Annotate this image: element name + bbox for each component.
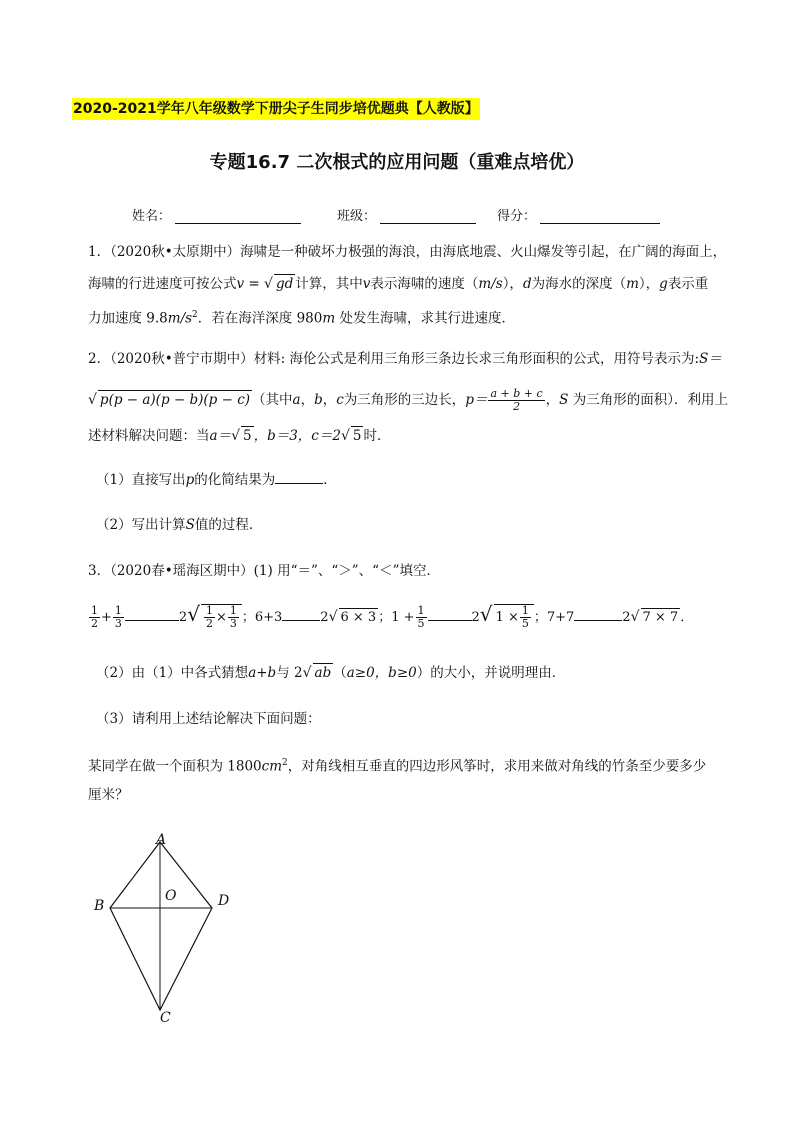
class-field [337, 205, 476, 224]
answer-blank [275, 470, 323, 484]
radicand: 6 × 3 [340, 610, 377, 625]
frac-numerator: 1 [417, 604, 425, 617]
compare-blank [574, 607, 622, 621]
page-title: 专题16.7 二次根式的应用问题（重难点培优） [209, 152, 585, 173]
q1-text: ．若在海洋深度 980 [197, 310, 323, 327]
radicand-box [494, 604, 534, 630]
condition-b: b≥0 [388, 665, 417, 681]
var-v: v [362, 276, 371, 292]
var-c: c [336, 392, 344, 408]
unit: m [626, 276, 639, 292]
formula-var: v [236, 276, 245, 292]
separator: ； [378, 610, 392, 625]
expr: 7+7 [546, 610, 575, 625]
a-value: a＝ [209, 428, 232, 444]
radicand: 5 [242, 428, 252, 444]
label-d: D [218, 893, 230, 909]
name-label: 姓名： [132, 209, 172, 224]
series-banner: 2020-2021学年八年级数学下册尖子生同步培优题典【人教版】 [72, 98, 480, 120]
q1-line1 [88, 243, 726, 261]
q2-text: 时． [363, 428, 391, 444]
q3-text: ，对角线相互垂直的四边形风筝时，求用来做对角线的竹条至少要多少 [287, 758, 707, 775]
q1-text: ）， [638, 276, 660, 292]
q1-text: 表示海啸的速度（ [370, 276, 479, 292]
unit: m/s [478, 276, 503, 292]
q2-line1 [88, 350, 722, 368]
formula-s: S＝ [699, 351, 722, 367]
q1-text: （2020秋•太原期中）海啸是一种破坏力极强的海浪，由海底地震、火山爆发等引起，在广阔的海面上， [110, 244, 727, 260]
frac-numerator: a + b + c [490, 387, 543, 400]
superscript: 2 [192, 310, 198, 320]
q3-text: 与 2 [276, 665, 303, 681]
var-s: S [185, 517, 195, 533]
coefficient: 2 [178, 610, 188, 625]
sqrt-sign: √ [340, 428, 350, 444]
q1-text: ）， [502, 276, 523, 292]
formula-p: p＝ [465, 392, 488, 408]
q3-problem-line2 [88, 786, 129, 804]
name-field [132, 205, 301, 224]
sqrt-sign: √ [302, 665, 312, 681]
unit: cm [261, 758, 283, 775]
fraction [89, 605, 100, 630]
q2-text: ， [545, 392, 560, 408]
fraction [204, 605, 215, 630]
q2-text: （1）直接写出 [96, 472, 186, 488]
q2-text: ． [323, 472, 337, 488]
superscript: 2 [282, 758, 288, 768]
q2-number: 2． [88, 351, 111, 367]
frac-numerator: 1 [521, 604, 529, 617]
q3-number: 3． [88, 563, 111, 579]
label-c: C [160, 1010, 171, 1026]
kite-outline [110, 842, 212, 1010]
heron-radicand: p(p − a)(p − b)(p − c) [99, 392, 251, 408]
frac-denominator: 3 [229, 617, 237, 630]
frac-numerator: 1 [91, 604, 98, 617]
q3-text: （ [333, 665, 347, 681]
q2-text: 为三角形的面积）．利用上 [568, 392, 728, 408]
unit: m/s [167, 310, 193, 327]
q2-text: ， [300, 392, 315, 408]
var-s: S [559, 392, 569, 408]
score-field [497, 205, 660, 224]
label-o: O [165, 888, 177, 904]
q1-text: 表示重 [667, 276, 709, 292]
radicand: 5 [352, 428, 362, 444]
formula-radicand: gd [275, 276, 294, 292]
compare-blank [125, 607, 179, 621]
fraction [416, 605, 427, 630]
q1-text: 计算，其中 [295, 276, 363, 292]
q2-text: 述材料解决问题：当 [88, 428, 210, 444]
label-a: A [156, 832, 167, 848]
bc-values: ，b＝3，c＝2 [253, 428, 341, 444]
sqrt-sign: √ [231, 428, 240, 444]
q3-text: 某同学在做一个面积为 1800 [88, 758, 262, 775]
q3-line1 [88, 562, 440, 580]
class-blank [380, 209, 476, 224]
sqrt-sign: √ [630, 609, 640, 625]
q2-sub1 [96, 470, 337, 489]
formula-eq: = [244, 276, 265, 292]
q3-text: ）的大小，并说明理由． [416, 665, 566, 681]
coefficient: 2 [320, 610, 329, 625]
sqrt-sign: √ [479, 602, 493, 626]
sqrt-sign: √ [88, 392, 97, 408]
var-d: d [522, 276, 532, 292]
separator: ； [533, 610, 547, 625]
q1-line3 [88, 306, 515, 328]
q2-text: （2020秋•普宁市期中）材料: 海伦公式是利用三角形三条边长求三角形面积的公式，用符号表示为: [110, 351, 700, 367]
q2-text: 的化简结果为 [194, 472, 276, 488]
q3-sub2 [96, 663, 565, 682]
sqrt-sign: √ [187, 602, 200, 626]
q3-compare-row [88, 604, 693, 630]
frac-denominator: 5 [417, 617, 425, 630]
compare-blank [428, 607, 472, 621]
frac-numerator: 1 [205, 604, 213, 617]
q3-text: （2020春•瑶海区期中）(1) 用“＝”、“＞”、“＜”填空． [110, 563, 440, 579]
q1-text: 力加速度 9.8 [88, 310, 168, 327]
q2-text: （2）写出计算 [96, 517, 186, 533]
sqrt-sign: √ [328, 609, 338, 625]
q3-text: （3）请利用上述结论解决下面问题： [96, 711, 321, 727]
coefficient: 2 [471, 610, 480, 625]
frac-numerator: 1 [114, 604, 122, 617]
q3-problem-line1 [88, 754, 706, 776]
condition-a: a≥0， [346, 665, 389, 681]
expr-ab: a+b [248, 665, 277, 681]
q3-text: （2）由（1）中各式猜想 [96, 665, 249, 681]
fraction-p [488, 388, 544, 413]
frac-denominator: 3 [114, 617, 122, 630]
q1-line2 [88, 274, 708, 293]
q2-line3 [88, 426, 390, 445]
q1-number: 1． [88, 244, 111, 260]
frac-denominator: 2 [513, 400, 521, 413]
expr: 1 × [495, 610, 519, 625]
fraction [113, 605, 124, 630]
score-label: 得分： [497, 209, 537, 224]
fraction [520, 605, 531, 630]
plus: + [101, 610, 112, 625]
separator: ； [241, 610, 255, 625]
frac-denominator: 2 [91, 617, 98, 630]
q2-sub2 [96, 516, 262, 534]
class-label: 班级： [337, 209, 377, 224]
expr: 1 + [391, 610, 415, 625]
q3-text: 厘米？ [88, 787, 129, 803]
q2-text: （其中 [252, 392, 293, 408]
var-p: p [185, 472, 195, 488]
q1-text: 为海水的深度（ [531, 276, 627, 292]
frac-numerator: 1 [229, 604, 237, 617]
sqrt-sign: √ [264, 276, 273, 292]
radicand: ab [314, 665, 332, 681]
kite-figure [80, 830, 260, 1030]
times: × [215, 610, 227, 625]
frac-denominator: 5 [521, 617, 529, 630]
q3-sub3 [96, 710, 321, 728]
q1-text: 处发生海啸，求其行进速度． [335, 310, 515, 327]
expr: 6+3 [254, 610, 283, 625]
label-b: B [94, 898, 105, 914]
q2-text: 为三角形的三边长， [343, 392, 466, 408]
var-g: g [659, 276, 668, 292]
var-a: a [292, 392, 301, 408]
frac-denominator: 2 [205, 617, 213, 630]
q2-line2 [88, 388, 728, 413]
period: ． [680, 610, 694, 625]
unit: m [322, 310, 336, 327]
q2-text: ， [322, 392, 337, 408]
var-b: b [314, 392, 323, 408]
q2-text: 值的过程． [194, 517, 263, 533]
q1-text: 海啸的行进速度可按公式 [88, 276, 237, 292]
radicand-box [201, 604, 242, 630]
coefficient: 2 [622, 610, 631, 625]
score-blank [540, 209, 660, 224]
name-blank [175, 209, 301, 224]
compare-blank [282, 607, 320, 621]
radicand: 7 × 7 [642, 610, 679, 625]
fraction [228, 605, 239, 630]
